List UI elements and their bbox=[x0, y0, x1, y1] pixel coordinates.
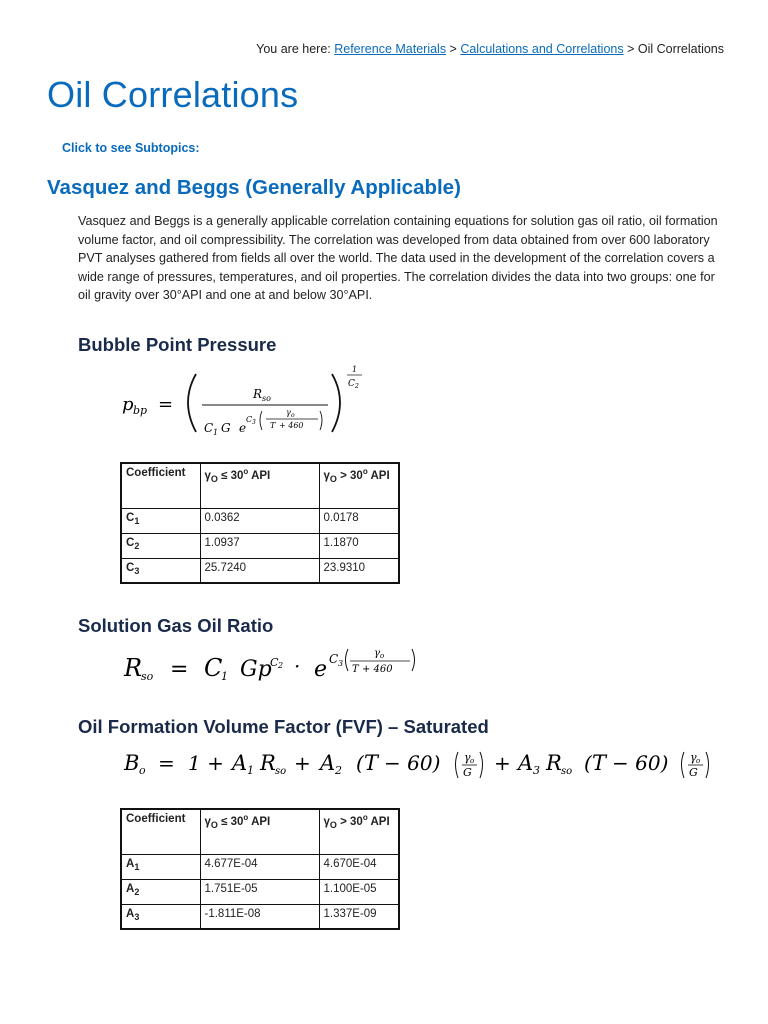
breadcrumb-prefix: You are here: bbox=[256, 42, 335, 56]
breadcrumb-link-calculations[interactable]: Calculations and Correlations bbox=[460, 42, 624, 56]
breadcrumb-link-reference-materials[interactable]: Reference Materials bbox=[334, 42, 447, 56]
row-label: $A_2$ bbox=[121, 879, 200, 904]
svg-text:C: C bbox=[348, 379, 355, 389]
svg-text:C: C bbox=[329, 652, 339, 666]
cell-high: 1.1870 bbox=[319, 533, 399, 558]
svg-text:so: so bbox=[141, 670, 154, 683]
svg-text:γ: γ bbox=[374, 648, 380, 659]
cell-high: 1.100E-05 bbox=[319, 879, 399, 904]
svg-text:e: e bbox=[314, 657, 328, 682]
bubble-point-coefficient-table bbox=[120, 462, 400, 584]
svg-text:T: T bbox=[364, 751, 379, 775]
svg-text:(: ( bbox=[584, 751, 592, 775]
svg-text:·: · bbox=[294, 654, 301, 678]
svg-text:2: 2 bbox=[355, 383, 359, 390]
table-row bbox=[121, 879, 399, 904]
cell-low: 1.751E-05 bbox=[200, 879, 319, 904]
header-coefficient: Coefficient bbox=[121, 809, 200, 854]
table-row bbox=[121, 854, 399, 879]
svg-text:=: = bbox=[170, 657, 189, 682]
header-high-api: $\gamma_O > 30^o$ API bbox=[319, 463, 399, 508]
cell-high: 4.670E-04 bbox=[319, 854, 399, 879]
svg-text:o: o bbox=[470, 757, 475, 765]
svg-text:C: C bbox=[204, 421, 214, 435]
svg-text:2: 2 bbox=[335, 764, 342, 777]
svg-text:1: 1 bbox=[213, 428, 219, 437]
svg-text:so: so bbox=[561, 766, 573, 777]
svg-text:− 60): − 60) bbox=[612, 751, 669, 775]
cell-low: 4.677E-04 bbox=[200, 854, 319, 879]
bubble-point-equation bbox=[118, 360, 378, 444]
header-high-api: $\gamma_O > 30^o$ API bbox=[319, 809, 399, 854]
svg-text:− 60): − 60) bbox=[384, 751, 441, 775]
svg-text:A: A bbox=[518, 751, 534, 775]
section-title: Vasquez and Beggs (Generally Applicable) bbox=[47, 176, 461, 199]
fvf-heading: Oil Formation Volume Factor (FVF) – Saturated bbox=[78, 716, 489, 737]
svg-text:R: R bbox=[260, 751, 276, 775]
breadcrumb-separator: > bbox=[623, 42, 638, 56]
page-title: Oil Correlations bbox=[47, 74, 299, 115]
cell-low: -1.811E-08 bbox=[200, 904, 319, 929]
cell-low: 0.0362 bbox=[200, 508, 319, 533]
svg-text:3: 3 bbox=[252, 419, 256, 426]
fvf-coefficient-table bbox=[120, 808, 400, 930]
solution-gor-equation bbox=[122, 640, 422, 694]
table-row bbox=[121, 533, 399, 558]
svg-text:2: 2 bbox=[278, 661, 284, 670]
svg-text:so: so bbox=[262, 394, 271, 403]
row-label: $C_3$ bbox=[121, 558, 200, 583]
svg-text:e: e bbox=[239, 421, 247, 435]
svg-text:T: T bbox=[592, 751, 607, 775]
svg-text:o: o bbox=[380, 652, 385, 660]
header-low-api: $\gamma_O \le 30^o$ API bbox=[200, 809, 319, 854]
svg-text:γ: γ bbox=[286, 408, 291, 417]
svg-text:C: C bbox=[246, 415, 253, 424]
cell-high: 0.0178 bbox=[319, 508, 399, 533]
cell-high: 1.337E-09 bbox=[319, 904, 399, 929]
breadcrumb-separator: > bbox=[446, 42, 461, 56]
bubble-point-formula-svg bbox=[118, 360, 378, 440]
svg-text:T: T bbox=[270, 421, 276, 430]
row-label: $A_3$ bbox=[121, 904, 200, 929]
cell-low: 1.0937 bbox=[200, 533, 319, 558]
table-row bbox=[121, 508, 399, 533]
svg-text:o: o bbox=[139, 764, 146, 777]
solution-gor-heading: Solution Gas Oil Ratio bbox=[78, 615, 274, 636]
svg-text:R: R bbox=[253, 387, 263, 401]
svg-text:bp: bp bbox=[133, 404, 148, 417]
cell-low: 25.7240 bbox=[200, 558, 319, 583]
svg-text:R: R bbox=[546, 751, 562, 775]
table-header-row bbox=[121, 809, 399, 854]
svg-text:+: + bbox=[494, 751, 511, 775]
fvf-formula-svg bbox=[122, 742, 722, 786]
fvf-equation bbox=[122, 742, 722, 790]
svg-text:=: = bbox=[158, 394, 174, 415]
svg-text:A: A bbox=[320, 751, 336, 775]
svg-text:so: so bbox=[275, 766, 287, 777]
solution-gor-formula-svg bbox=[122, 640, 422, 690]
svg-text:+ 460: + 460 bbox=[279, 421, 304, 430]
svg-text:o: o bbox=[291, 412, 295, 419]
table-row bbox=[121, 904, 399, 929]
svg-text:G: G bbox=[221, 421, 231, 435]
svg-text:C: C bbox=[270, 656, 279, 669]
svg-text:1: 1 bbox=[247, 764, 254, 777]
svg-text:G: G bbox=[689, 766, 698, 779]
table-row bbox=[121, 558, 399, 583]
subtopics-toggle[interactable]: Click to see Subtopics: bbox=[62, 141, 200, 155]
svg-text:+ 460: + 460 bbox=[362, 664, 393, 675]
svg-text:B: B bbox=[124, 751, 140, 775]
svg-text:p: p bbox=[122, 394, 134, 415]
header-coefficient: Coefficient bbox=[121, 463, 200, 508]
svg-text:3: 3 bbox=[338, 659, 344, 668]
svg-text:1 +: 1 + bbox=[188, 751, 224, 775]
svg-text:+: + bbox=[294, 751, 311, 775]
svg-text:C: C bbox=[204, 654, 223, 682]
svg-text:1: 1 bbox=[352, 365, 358, 374]
header-low-api: $\gamma_O \le 30^o$ API bbox=[200, 463, 319, 508]
svg-text:γ: γ bbox=[690, 751, 697, 764]
svg-text:o: o bbox=[696, 757, 701, 765]
bubble-point-heading: Bubble Point Pressure bbox=[78, 334, 277, 355]
svg-text:1: 1 bbox=[221, 670, 228, 683]
svg-text:=: = bbox=[158, 751, 175, 775]
svg-text:(: ( bbox=[356, 751, 364, 775]
row-label: $A_1$ bbox=[121, 854, 200, 879]
cell-high: 23.9310 bbox=[319, 558, 399, 583]
row-label: $C_1$ bbox=[121, 508, 200, 533]
svg-text:Gp: Gp bbox=[240, 657, 272, 682]
svg-text:R: R bbox=[124, 654, 143, 682]
svg-text:G: G bbox=[463, 766, 472, 779]
breadcrumb-current: Oil Correlations bbox=[637, 42, 724, 56]
svg-text:T: T bbox=[352, 664, 359, 675]
svg-text:A: A bbox=[232, 751, 248, 775]
table-header-row bbox=[121, 463, 399, 508]
svg-text:γ: γ bbox=[464, 751, 471, 764]
row-label: $C_2$ bbox=[121, 533, 200, 558]
intro-paragraph: Vasquez and Beggs is a generally applicable correlation containing equations for solution gas oil ratio, oil formation volume factor, and oil compressibility. The correlation was developed from data obtained from over 600 laboratory PVT analyses gathered from fields all over the world. The data used in the development of the correlation covers a wide range of pressures, temperatures, and oil properties. The correlation divides the data into two groups: one for oil gravity over 30°API and one at and below 30°API. bbox=[78, 214, 718, 303]
svg-text:3: 3 bbox=[533, 764, 540, 777]
breadcrumb bbox=[256, 42, 724, 56]
